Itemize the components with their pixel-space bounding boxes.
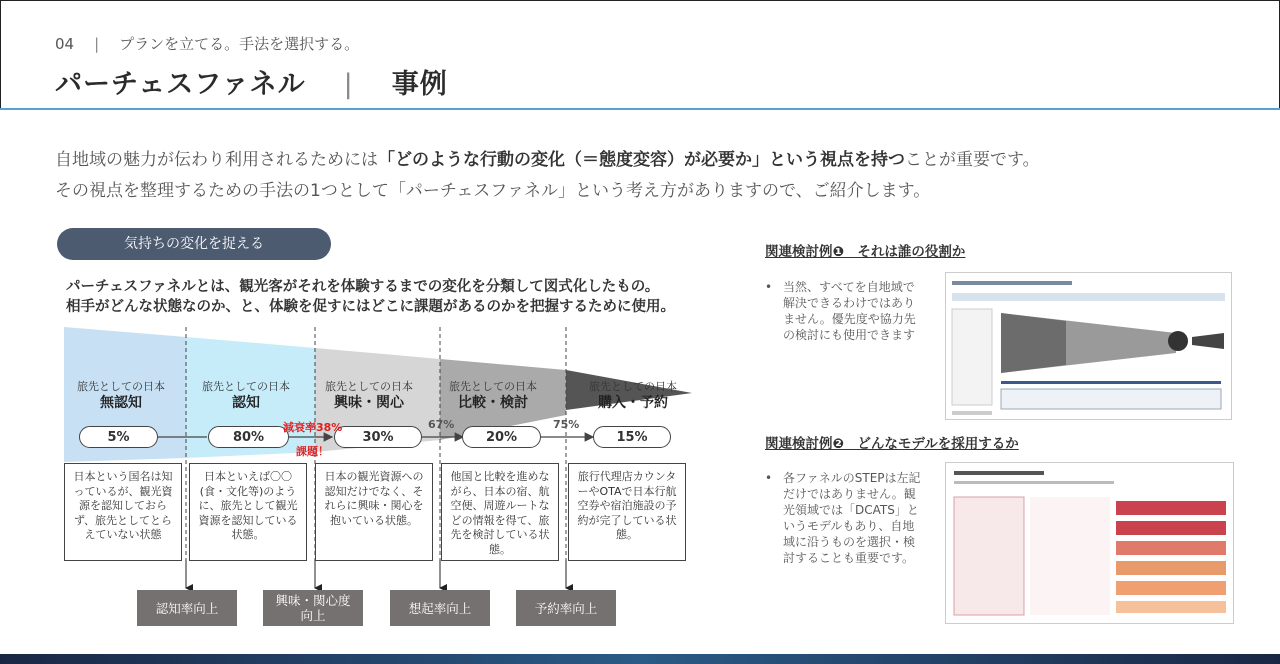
stage-3-prefix: 旅先としての日本 <box>325 380 413 393</box>
intro-pre: 自地域の魅力が伝わり利用されるためには <box>55 150 378 170</box>
stage-1-description: 日本という国名は知っているが、観光資源を認知しておらず、旅先としてとらえていない状態 <box>64 463 182 561</box>
outcome-booking: 予約率向上 <box>516 590 616 626</box>
stage-4-percent: 20% <box>462 426 541 448</box>
funnel-pill-label: 気持ちの変化を捉える <box>57 228 331 260</box>
case-2-text: 各ファネルのSTEPは左記だけではありません。観光領域では「DCATS」というモデルもあり、自地域に沿うものを選択・検討することも重要です。 <box>783 471 921 565</box>
case-1-bullet: • <box>765 280 773 294</box>
issue-label: 課題！ <box>296 445 329 458</box>
intro-line-2: その視点を整理するための手法の1つとして「パーチェスファネル」という考え方がありますので、ご紹介します。 <box>55 181 931 201</box>
stage-1-prefix: 旅先としての日本 <box>77 380 165 393</box>
section-number: 04 <box>55 35 75 53</box>
title-separator: | <box>343 69 354 100</box>
stage-5-name: 購入・予約 <box>598 395 668 411</box>
stage-3-percent: 30% <box>334 426 422 448</box>
funnel-description-1: パーチェスファネルとは、観光客がそれを体験するまでの変化を分類して図式化したもの。 <box>66 279 660 295</box>
stage-1-name: 無認知 <box>100 395 142 411</box>
conversion-rate-1: 67% <box>428 418 455 431</box>
title-main: パーチェスファネル <box>55 69 306 100</box>
case-1-thumbnail <box>945 272 1232 420</box>
funnel-description-2: 相手がどんな状態なのか、と、体験を促すにはどこに課題があるのかを把握するために使用。 <box>66 299 675 315</box>
stage-4-name: 比較・検討 <box>458 395 528 411</box>
case-1-thumbnail-graphic <box>946 273 1231 419</box>
stage-4-description: 他国と比較を進めながら、日本の宿、航空便、周遊ルートなどの情報を得て、旅先を検討している状態。 <box>441 463 559 561</box>
case-2-thumbnail <box>945 462 1234 624</box>
stage-2-description: 日本といえば〇〇(食・文化等)のように、旅先として観光資源を認知している状態。 <box>189 463 307 561</box>
footer-bar <box>0 654 1280 664</box>
outcome-interest: 興味・関心度向上 <box>263 590 363 626</box>
section-separator: | <box>94 35 100 53</box>
stage-3-description: 日本の観光資源への認知だけでなく、それらに興味・関心を抱いている状態。 <box>315 463 433 561</box>
conversion-rate-2: 75% <box>553 418 580 431</box>
stage-5-description: 旅行代理店カウンターやOTAで日本行航空券や宿泊施設の予約が完了している状態。 <box>568 463 686 561</box>
outcome-recall: 想起率向上 <box>390 590 490 626</box>
intro-post: ことが重要です。 <box>905 150 1040 170</box>
section-title: プランを立てる。手法を選択する。 <box>119 35 360 53</box>
case-2-thumbnail-graphic <box>946 463 1233 623</box>
stage-2-name: 認知 <box>232 395 260 411</box>
stage-2-prefix: 旅先としての日本 <box>202 380 290 393</box>
title-sub: 事例 <box>391 69 448 100</box>
case-1-title: 関連検討例❶ それは誰の役割か <box>765 244 966 260</box>
decline-rate-label: 減衰率38% <box>283 421 343 434</box>
stage-1-percent: 5% <box>79 426 158 448</box>
intro-bold: 「どのような行動の変化（＝態度変容）が必要か」という視点を持つ <box>378 150 905 170</box>
case-1-text: 当然、すべてを自地域で解決できるわけではありません。優先度や協力先の検討にも使用できます <box>783 280 916 342</box>
case-2-bullet: • <box>765 471 773 485</box>
stage-3-name: 興味・関心 <box>334 395 404 411</box>
stage-2-percent: 80% <box>208 426 289 448</box>
outcome-awareness: 認知率向上 <box>137 590 237 626</box>
stage-5-percent: 15% <box>593 426 671 448</box>
case-2-title: 関連検討例❷ どんなモデルを採用するか <box>765 436 1019 452</box>
stage-5-prefix: 旅先としての日本 <box>589 380 677 393</box>
stage-4-prefix: 旅先としての日本 <box>449 380 537 393</box>
